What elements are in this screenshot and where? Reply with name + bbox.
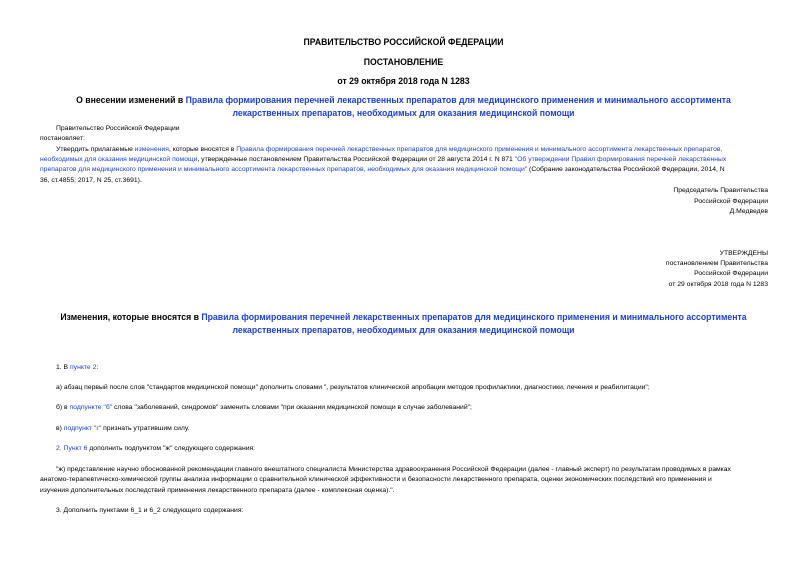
government-heading: ПРАВИТЕЛЬСТВО РОССИЙСКОЙ ФЕДЕРАЦИИ <box>303 37 504 47</box>
decree-link[interactable]: "Об утверждении Правил формирования перечней лекарственных <box>514 156 727 163</box>
item-1b-link[interactable]: подпункте "б" <box>69 404 113 411</box>
changes-rules-link-cont[interactable]: лекарственных препаратов, необходимых для оказания медицинской помощи <box>232 325 575 335</box>
decree-link-cont[interactable]: препаратов для медицинского применения и минимального ассортимента лекарственных препаратов, необходимых для оказания медицинской помощи" <box>40 166 528 173</box>
signature-name: Д.Медведев <box>729 208 768 215</box>
approved-by: постановлением Правительства <box>665 260 768 267</box>
item-2-link[interactable]: 2. Пункт 6 <box>56 445 88 452</box>
document-date-number: от 29 октября 2018 года N 1283 <box>337 76 470 86</box>
rules-link-inline-cont[interactable]: необходимых для оказания медицинской помощи <box>40 156 198 163</box>
preamble-para-line2: необходимых для оказания медицинской помощи, утвержденные постановлением Правительства Российской Федерации от 28 августа 2014 г. N 871 "Об утверждении Правил формирования перечней лекарственных <box>40 156 727 163</box>
rules-link-inline[interactable]: Правила формирования перечней лекарственных препаратов для медицинского применения и минимального ассортимента лекарственных препаратов, <box>236 146 723 153</box>
item-1v: в) подпункт "г" признать утратившим силу. <box>56 425 190 432</box>
item-1b: б) в подпункте "б" слова "заболеваний, синдромов" заменить словами "при оказании медицинской помощи в случае заболеваний"; <box>56 404 472 411</box>
rules-link-cont[interactable]: лекарственных препаратов, необходимых для оказания медицинской помощи <box>232 108 575 118</box>
changes-title-line2 <box>14 326 794 335</box>
signature-title: Председатель Правительства <box>673 187 768 194</box>
preamble-resolves: постановляет: <box>40 135 85 142</box>
changes-title-line1: Изменения, которые вносятся в Правила формирования перечней лекарственных препаратов для медицинского применения и минимального ассортимента <box>60 312 747 322</box>
changes-rules-link[interactable]: Правила формирования перечней лекарственных препаратов для медицинского применения и минимального ассортимента <box>201 312 747 322</box>
title-prefix: О внесении изменений в <box>76 95 186 105</box>
item-1: 1. В пункте 2: <box>56 364 99 371</box>
document-type: ПОСТАНОВЛЕНИЕ <box>363 57 444 67</box>
item-2-zh-line1: "ж) представление научно обоснованной рекомендации главного внештатного специалиста Министерства здравоохранения Российской Федерации (далее - главный эксперт) по результатам проводимых в рамках <box>56 466 731 473</box>
signature-country: Российской Федерации <box>694 198 768 205</box>
preamble-para-line4: 36, ст.4855; 2017, N 25, ст.3691). <box>40 177 142 184</box>
approved-date: от 29 октября 2018 года N 1283 <box>668 281 768 288</box>
item-1-link[interactable]: пункте 2 <box>69 364 97 371</box>
item-1v-link[interactable]: подпункт "г" <box>63 425 102 432</box>
item-2-zh-line3: изучения дополнительных последствий применения лекарственного препарата (далее - комплексная оценка).". <box>40 487 395 494</box>
changes-link[interactable]: изменения <box>134 146 169 153</box>
preamble-para-line3: препаратов для медицинского применения и минимального ассортимента лекарственных препаратов, необходимых для оказания медицинской помощи" (Собрание законодательства Российской Федерации, 2014, N <box>40 166 725 173</box>
item-2: 2. Пункт 6 дополнить подпунктом "ж" следующего содержания: <box>56 445 256 452</box>
document-title-line1 <box>14 96 794 105</box>
item-1a: а) абзац первый после слов "стандартов медицинской помощи" дополнить словами ", результатов клинической апробации методов профилактики, диагностики, лечения и реабилитации"; <box>56 384 650 391</box>
approved-heading: УТВЕРЖДЕНЫ <box>719 250 768 257</box>
rules-link[interactable]: Правила формирования перечней лекарственных препаратов для медицинского применения и минимального ассортимента <box>185 95 731 105</box>
preamble-para-line1: Утвердить прилагаемые изменения, которые вносятся в Правила формирования перечней лекарственных препаратов для медицинского применения и минимального ассортимента лекарственных препаратов, <box>56 146 723 153</box>
item-2-zh-line2: анатомо-терапевтическо-химической группы анализа информации о сравнительной клинической эффективности и безопасности лекарственного препарата, оценки экономических последствий его применения и <box>40 476 712 483</box>
preamble-government: Правительство Российской Федерации <box>56 125 180 132</box>
item-3: 3. Дополнить пунктами 6_1 и 6_2 следующего содержания: <box>56 507 244 514</box>
document-title-line2 <box>14 109 794 118</box>
approved-country: Российской Федерации <box>694 270 768 277</box>
